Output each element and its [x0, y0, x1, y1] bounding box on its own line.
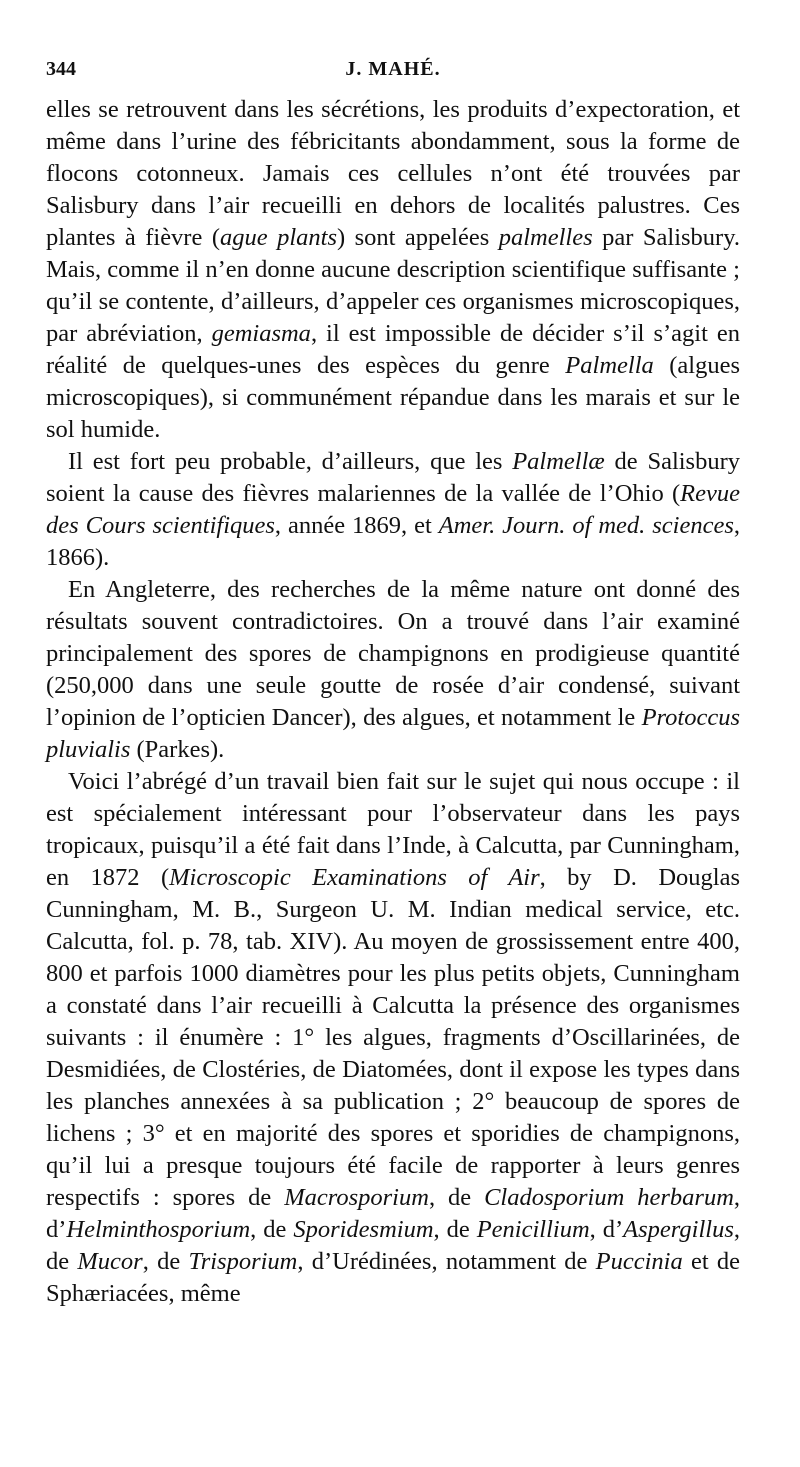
text-run: elles se retrouvent dans les sécrétions, les produits d’expectoration, et même dans l’urine des fébricitants abondamment, sous la forme de flocons cotonneux. Jamais ces cellules n’ont été trouvées par Salisbury dans l’air recueilli en dehors de localités palustres. Ces plantes à fièvre (: [46, 96, 740, 251]
text-run: , d’Urédinées, notamment de: [297, 1248, 596, 1275]
italic-text: gemiasma: [211, 320, 311, 347]
italic-text: Aspergillus: [623, 1216, 734, 1243]
italic-text: Protoccus pluvialis: [46, 704, 740, 763]
text-run: , d’: [46, 1184, 741, 1243]
text-run: (Parkes).: [130, 736, 225, 763]
paragraph-1: [46, 94, 740, 446]
italic-text: Revue des Cours scientifiques: [46, 480, 740, 539]
italic-text: Sporidesmium: [293, 1216, 434, 1243]
text-run: , de: [142, 1248, 189, 1275]
italic-text: Puccinia: [595, 1248, 683, 1275]
italic-text: Cladosporium herbarum: [484, 1184, 734, 1211]
body-text: [46, 94, 740, 1310]
italic-text: ague plants: [219, 224, 337, 251]
text-run: ) sont appelées: [336, 224, 499, 251]
running-head: [46, 58, 740, 94]
italic-text: Trisporium: [188, 1248, 298, 1275]
running-title: J. MAHÉ.: [345, 58, 441, 80]
text-run: , de: [428, 1184, 485, 1211]
italic-text: Palmella: [565, 352, 654, 379]
text-run: , de: [250, 1216, 294, 1243]
italic-text: Penicillium: [476, 1216, 590, 1243]
text-run: de Salisbury soient la cause des fièvres malariennes de la vallée de l’Ohio (: [46, 448, 740, 507]
text-run: , il est impossible de décider s’il s’agit en réalité de quelques-unes des espèces du genre: [46, 320, 740, 379]
text-run: Il est fort peu probable, d’ailleurs, que les: [68, 448, 513, 475]
paragraph-4: [46, 766, 740, 1310]
text-run: , 1866).: [46, 512, 740, 571]
text-run: (algues microscopiques), si communément répandue dans les marais et sur le sol humide.: [46, 352, 741, 443]
italic-text: Amer. Journ. of med. sciences: [438, 512, 734, 539]
text-run: et de Sphæriacées, même: [46, 1248, 741, 1307]
italic-text: Macrosporium: [284, 1184, 429, 1211]
italic-text: Mucor: [77, 1248, 143, 1275]
text-run: par Salisbury. Mais, comme il n’en donne aucune description scientifique suffisante ; qu’il se contente, d’ailleurs, d’appeler ces organismes microscopiques, par abréviation,: [46, 224, 740, 347]
page-number: 344: [46, 58, 76, 80]
text-run: Voici l’abrégé d’un travail bien fait sur le sujet qui nous occupe : il est spécialement intéressant pour l’observateur dans les pays tropicaux, puisqu’il a été fait dans l’Inde, à Calcutta, par Cunningham, en 1872 (: [46, 768, 740, 891]
italic-text: palmelles: [498, 224, 593, 251]
document-page: [46, 58, 740, 1310]
italic-text: Helminthosporium: [66, 1216, 251, 1243]
text-run: , d’: [589, 1216, 624, 1243]
paragraph-2: [46, 446, 740, 574]
text-run: , de: [433, 1216, 477, 1243]
text-run: , de: [46, 1216, 741, 1275]
text-run: En Angleterre, des recherches de la même nature ont donné des résultats souvent contradictoires. On a trouvé dans l’air examiné principalement des spores de champignons en prodigieuse quantité (250,000 dans une seule goutte de rosée d’air condensé, suivant l’opinion de l’opticien Dancer), des algues, et notamment le: [46, 576, 740, 731]
italic-text: Microscopic Examinations of Air: [169, 864, 540, 891]
paragraph-3: [46, 574, 740, 766]
text-run: , by D. Douglas Cunningham, M. B., Surgeon U. M. Indian medical service, etc. Calcutta, fol. p. 78, tab. XIV). Au moyen de grossissement entre 400, 800 et parfois 1000 diamètres pour les plus petits objets, Cunningham a constaté dans l’air recueilli à Calcutta la présence des organismes suivants : il énumère : 1° les algues, fragments d’Oscillarinées, de Desmidiées, de Clostéries, de Diatomées, dont il expose les types dans les planches annexées à sa publication ; 2° beaucoup de spores de lichens ; 3° et en majorité des spores et sporidies de champignons, qu’il lui a presque toujours été facile de rapporter à leurs genres respectifs : spores de: [46, 864, 740, 1211]
italic-text: Palmellæ: [512, 448, 605, 475]
text-run: , année 1869, et: [274, 512, 439, 539]
